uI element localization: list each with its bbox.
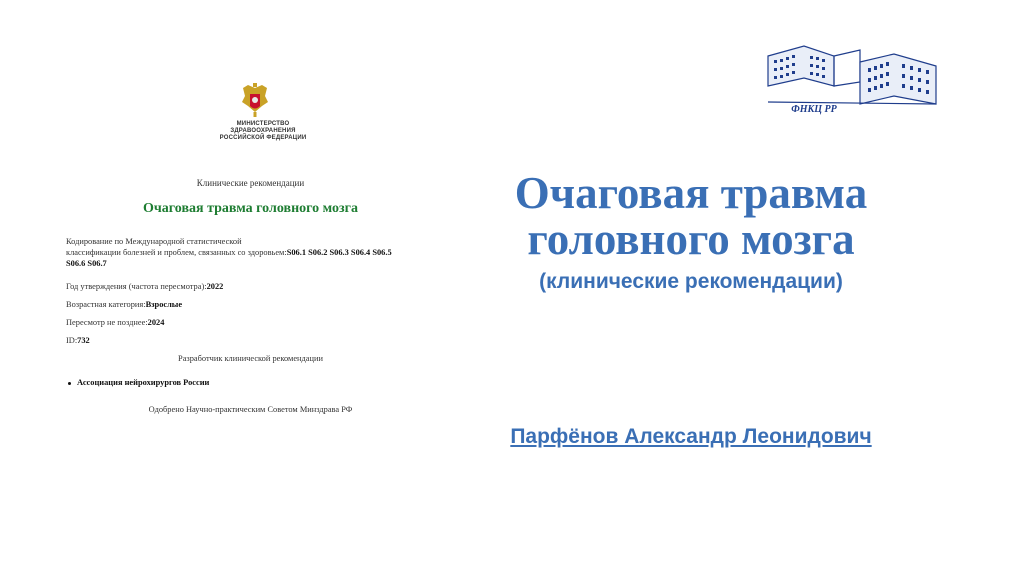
approval-year-label: Год утверждения (частота пересмотра): (66, 282, 207, 291)
bullet-icon (68, 382, 71, 385)
author-name: Парфёнов Александр Леонидович (510, 425, 872, 448)
slide-title (446, 170, 936, 262)
slide-subtitle: (клинические рекомендации) (539, 270, 843, 293)
developer-list-item (68, 378, 209, 387)
id-value: 732 (77, 336, 90, 345)
review-label: Пересмотр не позднее: (66, 318, 148, 327)
ministry-line-2: ЗДРАВООХРАНЕНИЯ (230, 128, 296, 134)
ministry-line-1: МИНИСТЕРСТВО (236, 121, 290, 127)
developer-name: Ассоциация нейрохирургов России (77, 378, 210, 387)
approval-year-value: 2022 (206, 282, 224, 291)
age-category-label: Возрастная категория: (66, 300, 146, 309)
age-category-value: Взрослые (145, 300, 183, 309)
document-title: Очаговая травма головного мозга (143, 201, 358, 216)
slide-title-line-2: головного мозга (527, 214, 855, 264)
ministry-name (208, 121, 318, 142)
coding-codes-2: S06.6 S06.7 (66, 259, 107, 268)
ministry-line-3: РОССИЙСКОЙ ФЕДЕРАЦИИ (219, 135, 307, 141)
coding-line-3 (66, 258, 436, 269)
logo-caption: ФНКЦ РР (791, 104, 837, 115)
id-line (66, 335, 436, 346)
age-category-line (66, 299, 436, 310)
coding-line-2 (66, 247, 436, 258)
developer-heading: Разработчик клинической рекомендации (178, 354, 323, 363)
id-label: ID: (66, 336, 78, 345)
approval-note: Одобрено Научно-практическим Советом Минздрава РФ (148, 405, 353, 414)
russian-coat-of-arms-icon (238, 82, 272, 118)
coding-line-1 (66, 236, 436, 247)
coding-label-1: Кодирование по Международной статистической (66, 237, 242, 246)
approval-year-line (66, 281, 436, 292)
review-value: 2024 (147, 318, 165, 327)
document-kind: Клинические рекомендации (196, 178, 305, 188)
review-line (66, 317, 436, 328)
slide-title-line-1: Очаговая травма (514, 168, 868, 218)
coding-codes-1: S06.1 S06.2 S06.3 S06.4 S06.5 (286, 248, 392, 257)
coding-label-2: классификации болезней и проблем, связанных со здоровьем: (66, 248, 287, 257)
clinical-guidelines-document (58, 78, 443, 428)
